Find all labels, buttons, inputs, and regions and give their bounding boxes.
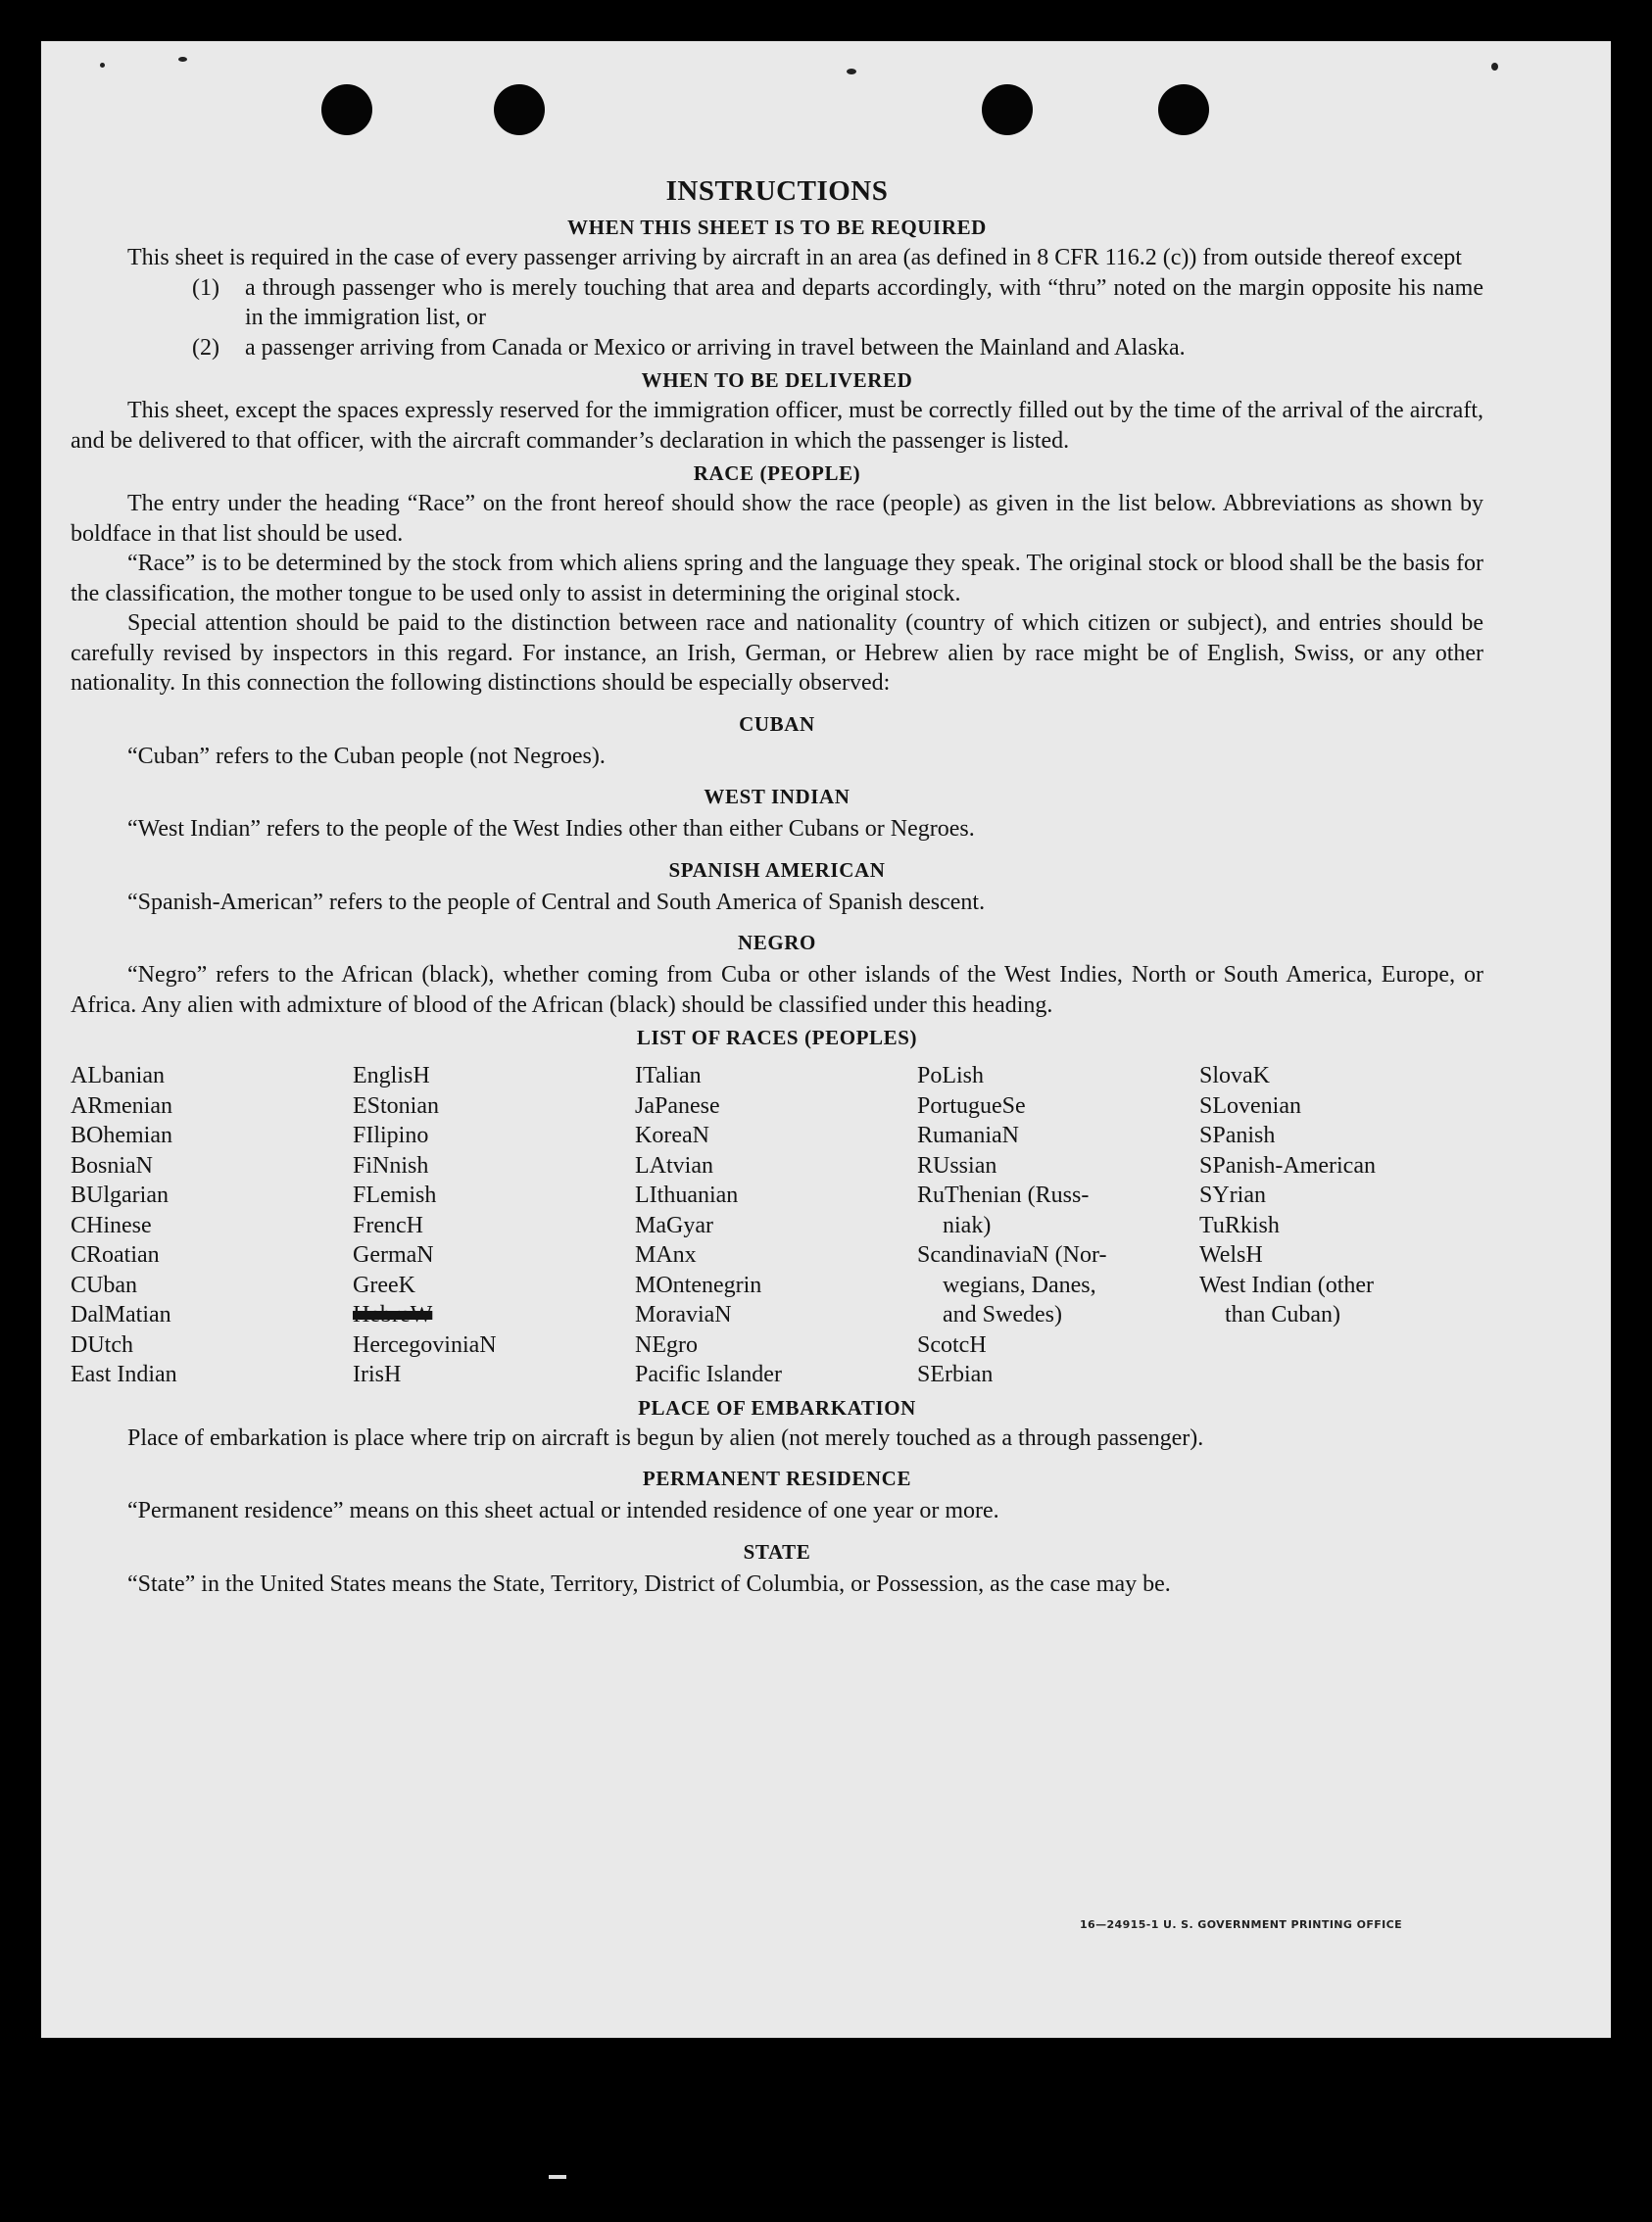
races-column (71, 1061, 353, 1390)
race-entry: TuRkish (1199, 1212, 1280, 1238)
races-list (71, 1061, 1483, 1390)
punch-hole (982, 84, 1033, 135)
race-entry: CRoatian (71, 1242, 160, 1268)
races-column (353, 1061, 635, 1390)
race-entry: KoreaN (635, 1123, 709, 1148)
exception-text: a passenger arriving from Canada or Mexico or arriving in travel between the Mainland and Alaska. (245, 334, 1186, 361)
race-entry: LIthuanian (635, 1183, 739, 1208)
race-entry: niak) (943, 1212, 992, 1238)
race-entry: SLovenian (1199, 1092, 1301, 1119)
race-entry: ScandinaviaN (Nor- (917, 1242, 1107, 1268)
race-entry: WelsH (1199, 1242, 1263, 1268)
race-entry: CHinese (71, 1212, 152, 1238)
race-entry: FLemish (353, 1183, 437, 1208)
race-entry: HercegoviniaN (353, 1331, 497, 1358)
instructions-content (71, 174, 1483, 1599)
race-entry-struck: HebreW (353, 1302, 433, 1328)
race-entry: MaGyar (635, 1212, 713, 1238)
permanent-residence-text: “Permanent residence” means on this sheet actual or intended residence of one year or more. (127, 1498, 999, 1523)
negro-text: “Negro” refers to the African (black), whether coming from Cuba or other islands of the West Indies, North or South America, Europe, or Africa. Any alien with admixture of blood of the African (black) should be classified under this heading. (71, 962, 1483, 1018)
west-indian-text: “West Indian” refers to the people of the West Indies other than either Cubans or Negroes. (127, 816, 975, 842)
exception-text: a through passenger who is merely touching that area and departs accordingly, with “thru” noted on the margin opposite his name in the immigration list, or (245, 274, 1483, 330)
race-entry: RuThenian (Russ- (917, 1183, 1090, 1208)
race-entry: SlovaK (1199, 1063, 1270, 1088)
race-entry: ARmenian (71, 1092, 172, 1119)
race-entry: MoraviaN (635, 1302, 732, 1328)
heading-race: RACE (PEOPLE) (693, 461, 861, 485)
race-entry: FiNnish (353, 1152, 429, 1179)
race-entry: IrisH (353, 1362, 402, 1387)
heading-permanent-residence: PERMANENT RESIDENCE (642, 1467, 912, 1490)
race-entry: SPanish (1199, 1123, 1276, 1148)
heading-embarkation: PLACE OF EMBARKATION (638, 1395, 916, 1420)
exception-number: (2) (192, 334, 219, 361)
punch-hole (1158, 84, 1209, 135)
race-entry: BOhemian (71, 1123, 172, 1148)
scan-artifact (549, 2175, 566, 2179)
race-entry: MOntenegrin (635, 1272, 762, 1298)
race-entry: ITalian (635, 1063, 702, 1088)
race-entry: LAtvian (635, 1152, 713, 1179)
race-entry: DUtch (71, 1331, 133, 1358)
heading-spanish-american: SPANISH AMERICAN (668, 857, 886, 882)
heading-list-of-races: LIST OF RACES (PEOPLES) (636, 1026, 918, 1049)
exception-item (192, 333, 1483, 363)
speck (100, 63, 105, 68)
race-entry: CUban (71, 1272, 137, 1298)
races-column (635, 1061, 917, 1390)
printing-office-code: 16—24915-1 U. S. GOVERNMENT PRINTING OFFICE (1080, 1918, 1403, 1931)
race-entry: BosniaN (71, 1152, 153, 1179)
race-entry: NEgro (635, 1331, 698, 1358)
race-entry: EStonian (353, 1092, 439, 1119)
heading-when-delivered: WHEN TO BE DELIVERED (641, 368, 913, 392)
speck (1491, 63, 1498, 71)
heading-state: STATE (743, 1539, 811, 1564)
exception-item (192, 273, 1483, 333)
race-entry: SYrian (1199, 1183, 1266, 1208)
race-entry: wegians, Danes, (943, 1272, 1096, 1298)
race-paragraph-3: Special attention should be paid to the distinction between race and nationality (country of which citizen or subject), and entries should be carefully revised by inspectors in this regard. For instance, an Irish, German, or Hebrew alien by race might be of English, Swiss, or any other nationality. In this connection the following distinctions should be especially observed: (71, 610, 1483, 696)
races-column (1199, 1061, 1482, 1390)
race-entry: EnglisH (353, 1063, 430, 1088)
race-entry: Pacific Islander (635, 1362, 782, 1387)
document-sheet (41, 41, 1611, 2038)
speck (847, 69, 856, 74)
race-entry: PortugueSe (917, 1092, 1026, 1119)
heading-west-indian: WEST INDIAN (704, 785, 850, 808)
spanish-american-text: “Spanish-American” refers to the people of Central and South America of Spanish descent. (127, 889, 986, 915)
cuban-text: “Cuban” refers to the Cuban people (not Negroes). (127, 743, 606, 769)
race-entry: BUlgarian (71, 1183, 169, 1208)
race-entry: RumaniaN (917, 1123, 1019, 1148)
race-entry: FIlipino (353, 1123, 429, 1148)
heading-cuban: CUBAN (739, 711, 815, 736)
race-entry: East Indian (71, 1362, 177, 1387)
race-entry: GreeK (353, 1272, 415, 1298)
race-entry: PoLish (917, 1063, 985, 1088)
race-entry: than Cuban) (1225, 1302, 1340, 1328)
race-entry: FrencH (353, 1212, 423, 1238)
race-entry: ScotcH (917, 1331, 987, 1358)
heading-negro: NEGRO (737, 931, 816, 954)
embarkation-text: Place of embarkation is place where trip on aircraft is begun by alien (not merely touched as a through passenger). (127, 1425, 1204, 1451)
race-entry: DalMatian (71, 1302, 171, 1328)
race-paragraph-2: “Race” is to be determined by the stock from which aliens spring and the language they speak. The original stock or blood shall be the basis for the classification, the mother tongue to be used only to assist in determining the original stock. (71, 551, 1483, 606)
race-entry: JaPanese (635, 1092, 720, 1119)
when-required-intro: This sheet is required in the case of every passenger arriving by aircraft in an area (as defined in 8 CFR 116.2 (c)) from outside thereof except (127, 245, 1462, 270)
page-title: INSTRUCTIONS (665, 175, 889, 207)
race-entry: GermaN (353, 1242, 434, 1268)
punch-hole (321, 84, 372, 135)
races-column (917, 1061, 1199, 1390)
race-entry: SErbian (917, 1362, 994, 1387)
race-paragraph-1: The entry under the heading “Race” on the front hereof should show the race (people) as given in the list below. Abbreviations as shown by boldface in that list should be used. (71, 491, 1483, 547)
speck (178, 57, 187, 62)
state-text: “State” in the United States means the State, Territory, District of Columbia, or Possession, as the case may be. (127, 1570, 1171, 1597)
race-entry: West Indian (other (1199, 1272, 1375, 1298)
race-entry: SPanish-American (1199, 1152, 1376, 1179)
exception-number: (1) (192, 274, 219, 301)
race-entry: ALbanian (71, 1063, 165, 1088)
heading-when-required: WHEN THIS SHEET IS TO BE REQUIRED (567, 216, 987, 239)
race-entry: and Swedes) (943, 1302, 1062, 1328)
race-entry: RUssian (917, 1152, 997, 1179)
race-entry: MAnx (635, 1242, 697, 1268)
punch-hole (494, 84, 545, 135)
when-delivered-text: This sheet, except the spaces expressly reserved for the immigration officer, must be correctly filled out by the time of the arrival of the aircraft, and be delivered to that officer, with the aircraft commander’s declaration in which the passenger is listed. (71, 398, 1483, 454)
